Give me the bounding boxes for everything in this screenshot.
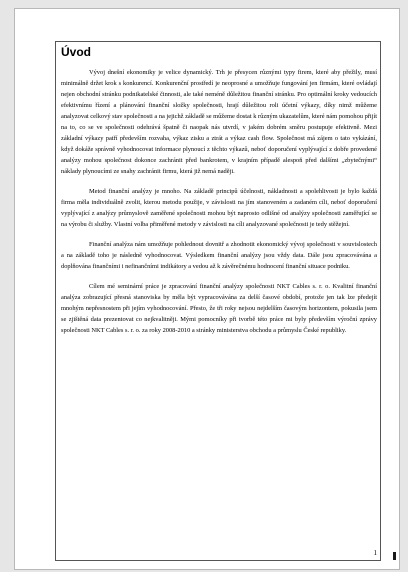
section-heading: Úvod	[61, 45, 91, 59]
document-page	[14, 8, 400, 570]
paragraph-2: Metod finanční analýzy je mnoho. Na základě principů účelnosti, nákladnosti a spolehlivosti je bylo každá firma měla individuálně zvolit, kterou metodu použije, v závislosti na jím stanoveném a zadaném cíli, neboť doporučení vyplývající z analýzy průmyslově zaměřené společnosti mohou být naprosto odlišné od analýzy společnosti zaměřující se na výrobu či služby. Vlastní volba přiměřené metody v závislosti na cíli analyzované společnosti je tedy stěžejní.	[61, 188, 377, 228]
page-frame-bottom	[55, 560, 381, 561]
page-number: 1	[373, 549, 377, 557]
page-content	[61, 45, 377, 345]
page-frame-top	[55, 41, 381, 42]
paragraph-1: Vývoj dnešní ekonomiky je velice dynamický. Trh je přesycen různými typy firem, které aby přežily, musí minimálně držet krok s konkurencí. Konkurenční prostředí je neoprosné a umožňuje fungování jen firmám, které ovládají nejen obchodní stránku podnikatelské činnosti, ale také neméně důležitou finanční stránku. Pro optimální kroky vedoucích efektivnímu řízení a plánování finanční složky společnosti, hrají důležitou roli účetní výkazy, díky nimž můžeme analyzovat celkový stav společnosti a na jejichž základě se můžeme dostat k různým ukazatelům, které nám pomohou přijít na to, co se ve společnosti odehrává špatně či naopak nás utvrdí, v jakém dobrém směru postupuje efektivně. Mezi základní výkazy patří především rozvaha, výkaz zisku a ztrát a výkaz cash flow. Společnost má zájem o tato vykázání, když dokáže správně vyhodnocovat informace plynoucí z těchto výkazů, neboť doporučení vyplývající z dobře provedené analýzy mohou společnost dokonce zachránit před bankrotem, v krajním případě alespoň před dalšími „zbytečnými“ náklady plynoucími ze snahy zachránit firmu, která již nemá naději.	[61, 69, 377, 175]
paragraph-3: Finanční analýza nám umožňuje pohlednout dovnitř a zhodnotit ekonomický vývoj společnosti v souvislostech a na základě toho je následně vyhodnocovat. Výsledkem finanční analýzy jsou vždy data. Dále jsou zpracovávána a doplňována finančními i nefinančními indikátory a vedou až k závěrečnému hodnocení finanční situace podniku.	[61, 241, 377, 270]
scroll-marker[interactable]	[393, 552, 396, 560]
page-frame-left	[55, 41, 56, 561]
paragraph-4: Cílem mé seminární práce je zpracování finanční analýzy společnosti NKT Cables s. r. o. Kvalitní finanční analýza zobrazující přesná stanoviska by měla být vypracovávána za delší časové období, protože jen tak lze předejít mnohým nepřesnostem při jejím vyhodnocování. Přesto, že tři roky nejsou nejdelším časovým horizontem, pokusila jsem se zjištěná data prezentovat co nejkvalitněji. Mými pomocníky při tvorbě této práce mi byly především výroční zprávy společnosti NKT Cables s. r. o. za roky 2008-2010 a stránky ministerstva obchodu a průmyslu České republiky.	[61, 283, 377, 334]
page-frame-right	[380, 41, 381, 561]
